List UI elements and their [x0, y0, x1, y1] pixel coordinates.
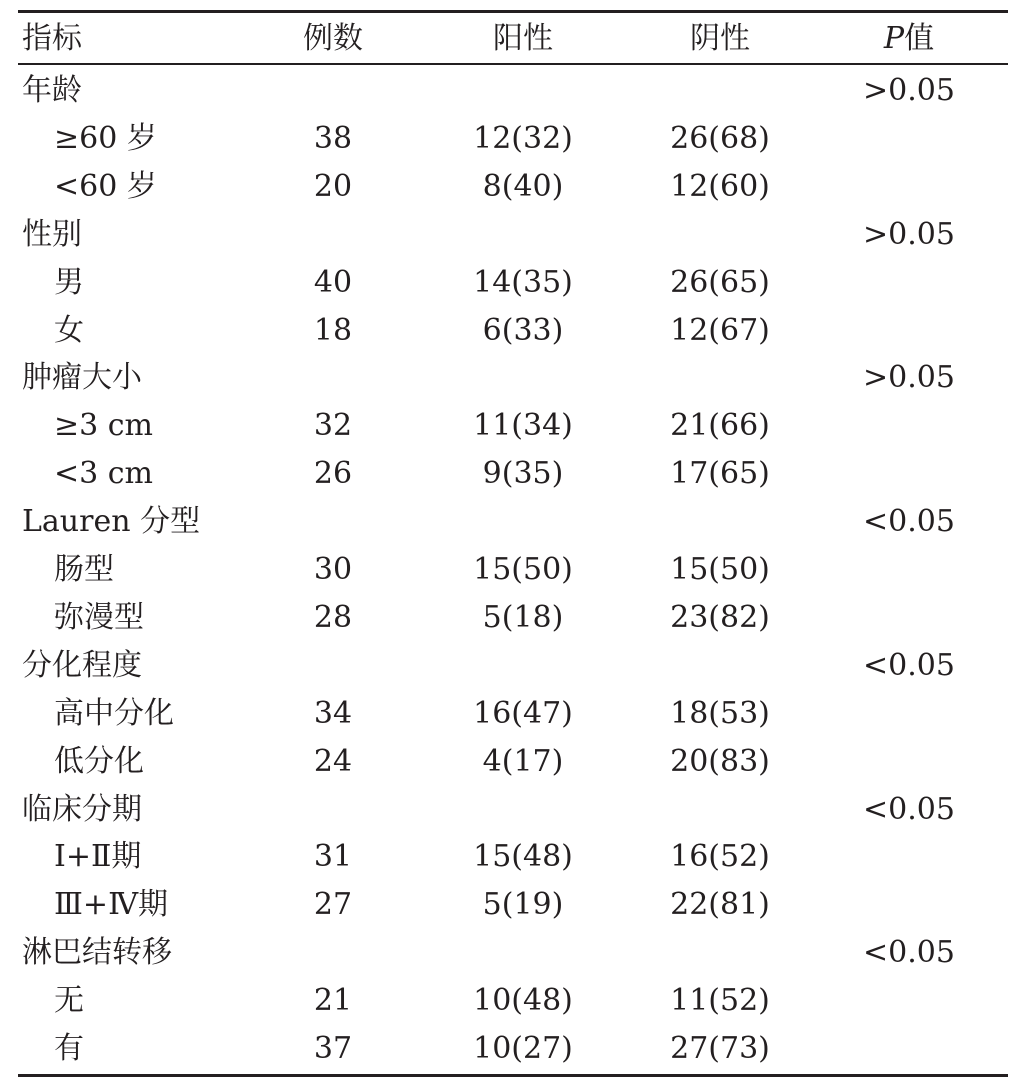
table-row: 无 21 10(48) 11(52) — [18, 977, 1008, 1025]
row-sublabel: 男 — [54, 264, 84, 300]
table-row: <3 cm 26 9(35) 17(65) — [18, 450, 1008, 498]
row-sublabel: ≥60 岁 — [54, 120, 157, 156]
table-row: ≥60 岁 38 12(32) 26(68) — [18, 115, 1008, 163]
table-row: 年龄 >0.05 — [18, 67, 1008, 115]
table-row: 临床分期 <0.05 — [18, 786, 1008, 834]
row-category-label: 年龄 — [22, 73, 82, 108]
table-row: 弥漫型 28 5(18) 23(82) — [18, 594, 1008, 642]
row-sublabel: 肠型 — [54, 552, 114, 587]
row-sublabel: ≥3 cm — [54, 408, 154, 444]
table-row: <60 岁 20 8(40) 12(60) — [18, 163, 1008, 211]
row-sublabel: <3 cm — [54, 456, 154, 492]
table-row: Ⅰ+Ⅱ期 31 15(48) 16(52) — [18, 833, 1008, 881]
table-row: 分化程度 <0.05 — [18, 642, 1008, 690]
row-sublabel: <60 岁 — [54, 168, 157, 204]
row-sublabel: 低分化 — [54, 743, 144, 779]
row-category-label: Lauren 分型 — [22, 504, 201, 540]
row-category-label: 肿瘤大小 — [22, 360, 142, 396]
row-sublabel: 高中分化 — [54, 695, 174, 731]
row-sublabel: 无 — [54, 983, 84, 1019]
row-category-label: 性别 — [22, 216, 82, 252]
row-category-label: 临床分期 — [22, 791, 142, 827]
table-row: 男 40 14(35) 26(65) — [18, 259, 1008, 307]
row-sublabel: 女 — [54, 312, 84, 348]
table-row: 女 18 6(33) 12(67) — [18, 307, 1008, 355]
table-bottom-rule — [18, 1074, 1008, 1077]
table-row: ≥3 cm 32 11(34) 21(66) — [18, 402, 1008, 450]
table-row: Ⅲ+Ⅳ期 27 5(19) 22(81) — [18, 881, 1008, 929]
row-category-label: 淋巴结转移 — [22, 935, 172, 971]
table-header-rule — [18, 63, 1008, 65]
table-row: 肠型 30 15(50) 15(50) — [18, 546, 1008, 594]
row-sublabel: 弥漫型 — [54, 599, 144, 635]
table-row: 有 37 10(27) 27(73) — [18, 1025, 1008, 1073]
table-row: 低分化 24 4(17) 20(83) — [18, 738, 1008, 786]
row-sublabel: 有 — [54, 1031, 84, 1066]
table-row: 肿瘤大小 >0.05 — [18, 354, 1008, 402]
row-sublabel: Ⅰ+Ⅱ期 — [54, 839, 142, 875]
table-row: 淋巴结转移 <0.05 — [18, 929, 1008, 977]
table-row: 性别 >0.05 — [18, 211, 1008, 259]
table-row: Lauren 分型 <0.05 — [18, 498, 1008, 546]
row-sublabel: Ⅲ+Ⅳ期 — [54, 887, 169, 923]
row-category-label: 分化程度 — [22, 647, 142, 683]
table-header-row: 指标 例数 阳性 阴性 P值 — [18, 15, 1008, 63]
header-indicator: 指标 — [22, 21, 82, 56]
table-row: 高中分化 34 16(47) 18(53) — [18, 690, 1008, 738]
table-top-rule — [18, 10, 1008, 13]
